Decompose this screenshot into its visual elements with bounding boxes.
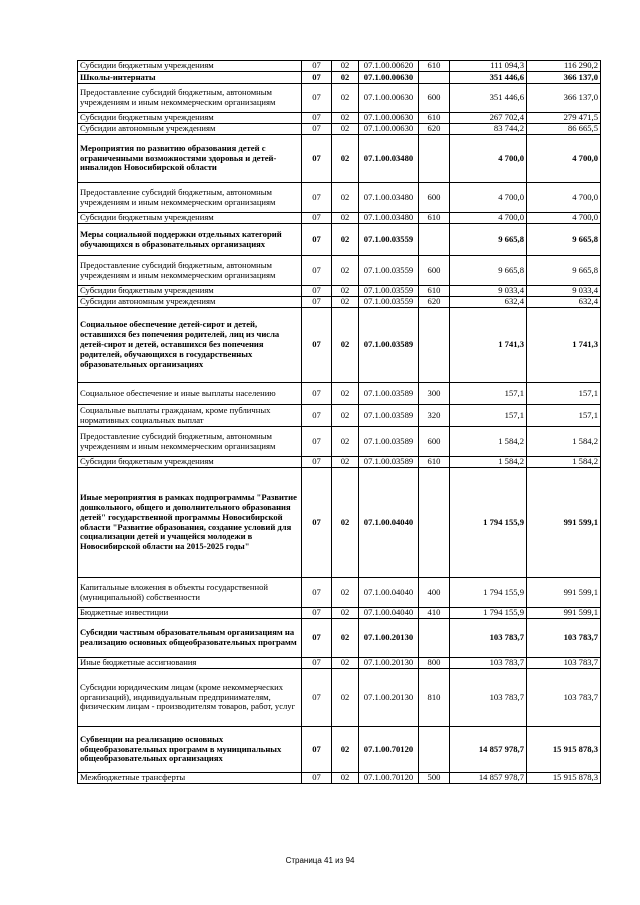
section-code: 07	[302, 619, 332, 658]
section-code: 07	[302, 213, 332, 224]
row-name: Субсидии бюджетным учреждениям	[78, 457, 302, 468]
row-name: Предоставление субсидий бюджетным, автономным учреждениям и иным некоммерческим организациям	[78, 183, 302, 213]
subsection-code: 02	[332, 297, 359, 308]
subsection-code: 02	[332, 61, 359, 72]
expense-type-code: 610	[419, 286, 450, 297]
section-code: 07	[302, 135, 332, 183]
section-code: 07	[302, 308, 332, 383]
expense-type-code: 320	[419, 405, 450, 427]
amount-year1: 9 033,4	[450, 286, 527, 297]
target-article-code: 07.1.00.04040	[359, 608, 419, 619]
section-code: 07	[302, 457, 332, 468]
amount-year1: 351 446,6	[450, 72, 527, 84]
row-name: Иные бюджетные ассигнования	[78, 658, 302, 669]
amount-year2: 991 599,1	[527, 468, 601, 578]
row-name: Субсидии бюджетным учреждениям	[78, 113, 302, 124]
row-name: Предоставление субсидий бюджетным, автономным учреждениям и иным некоммерческим организациям	[78, 427, 302, 457]
amount-year1: 4 700,0	[450, 135, 527, 183]
table-row	[78, 658, 601, 669]
row-name: Предоставление субсидий бюджетным, автономным учреждениям и иным некоммерческим организациям	[78, 256, 302, 286]
target-article-code: 07.1.00.03559	[359, 297, 419, 308]
section-code: 07	[302, 578, 332, 608]
amount-year2: 103 783,7	[527, 669, 601, 727]
target-article-code: 07.1.00.20130	[359, 619, 419, 658]
amount-year2: 9 665,8	[527, 224, 601, 256]
table-row	[78, 84, 601, 113]
table-row	[78, 578, 601, 608]
row-name: Мероприятия по развитию образования детей с ограниченными возможностями здоровья и детей-инвалидов Новосибирской области	[78, 135, 302, 183]
table-row	[78, 457, 601, 468]
section-code: 07	[302, 183, 332, 213]
amount-year1: 83 744,2	[450, 124, 527, 135]
expense-type-code	[419, 72, 450, 84]
amount-year1: 267 702,4	[450, 113, 527, 124]
section-code: 07	[302, 669, 332, 727]
expense-type-code	[419, 135, 450, 183]
expense-type-code: 800	[419, 658, 450, 669]
expense-type-code: 610	[419, 61, 450, 72]
amount-year2: 15 915 878,3	[527, 773, 601, 784]
table-row	[78, 308, 601, 383]
expense-type-code: 410	[419, 608, 450, 619]
row-name: Субсидии автономным учреждениям	[78, 124, 302, 135]
target-article-code: 07.1.00.03589	[359, 308, 419, 383]
row-name: Субсидии бюджетным учреждениям	[78, 213, 302, 224]
page-footer: Страница 41 из 94	[285, 856, 355, 865]
amount-year2: 1 741,3	[527, 308, 601, 383]
target-article-code: 07.1.00.03559	[359, 224, 419, 256]
table-row	[78, 619, 601, 658]
amount-year1: 9 665,8	[450, 256, 527, 286]
expense-type-code	[419, 468, 450, 578]
section-code: 07	[302, 773, 332, 784]
table-row	[78, 405, 601, 427]
amount-year2: 9 033,4	[527, 286, 601, 297]
amount-year2: 632,4	[527, 297, 601, 308]
amount-year2: 103 783,7	[527, 658, 601, 669]
subsection-code: 02	[332, 658, 359, 669]
amount-year1: 9 665,8	[450, 224, 527, 256]
expense-type-code	[419, 308, 450, 383]
expense-type-code: 610	[419, 113, 450, 124]
amount-year2: 991 599,1	[527, 608, 601, 619]
amount-year2: 4 700,0	[527, 183, 601, 213]
target-article-code: 07.1.00.20130	[359, 658, 419, 669]
target-article-code: 07.1.00.04040	[359, 468, 419, 578]
amount-year1: 1 584,2	[450, 457, 527, 468]
amount-year2: 116 290,2	[527, 61, 601, 72]
amount-year2: 157,1	[527, 383, 601, 405]
target-article-code: 07.1.00.70120	[359, 773, 419, 784]
amount-year1: 1 794 155,9	[450, 468, 527, 578]
section-code: 07	[302, 224, 332, 256]
target-article-code: 07.1.00.00630	[359, 113, 419, 124]
subsection-code: 02	[332, 113, 359, 124]
target-article-code: 07.1.00.03480	[359, 135, 419, 183]
amount-year1: 157,1	[450, 383, 527, 405]
table-row	[78, 72, 601, 84]
subsection-code: 02	[332, 727, 359, 773]
target-article-code: 07.1.00.00630	[359, 72, 419, 84]
row-name: Субсидии бюджетным учреждениям	[78, 286, 302, 297]
row-name: Социальное обеспечение детей-сирот и детей, оставшихся без попечения родителей, лиц из числа детей-сирот и детей, оставшихся без попечения родителей, обучающихся в государственных образовательных организациях	[78, 308, 302, 383]
row-name: Капитальные вложения в объекты государственной (муниципальной) собственности	[78, 578, 302, 608]
expense-type-code	[419, 224, 450, 256]
expense-type-code: 300	[419, 383, 450, 405]
table-row	[78, 124, 601, 135]
amount-year1: 632,4	[450, 297, 527, 308]
subsection-code: 02	[332, 457, 359, 468]
target-article-code: 07.1.00.00630	[359, 84, 419, 113]
section-code: 07	[302, 84, 332, 113]
amount-year2: 1 584,2	[527, 427, 601, 457]
amount-year2: 15 915 878,3	[527, 727, 601, 773]
amount-year2: 366 137,0	[527, 84, 601, 113]
expense-type-code: 400	[419, 578, 450, 608]
expense-type-code: 610	[419, 213, 450, 224]
amount-year1: 103 783,7	[450, 658, 527, 669]
amount-year2: 157,1	[527, 405, 601, 427]
amount-year2: 4 700,0	[527, 213, 601, 224]
row-name: Социальные выплаты гражданам, кроме публичных нормативных социальных выплат	[78, 405, 302, 427]
section-code: 07	[302, 124, 332, 135]
subsection-code: 02	[332, 84, 359, 113]
target-article-code: 07.1.00.03559	[359, 286, 419, 297]
subsection-code: 02	[332, 256, 359, 286]
amount-year2: 4 700,0	[527, 135, 601, 183]
section-code: 07	[302, 61, 332, 72]
target-article-code: 07.1.00.03589	[359, 405, 419, 427]
subsection-code: 02	[332, 669, 359, 727]
subsection-code: 02	[332, 383, 359, 405]
table-row	[78, 183, 601, 213]
amount-year1: 14 857 978,7	[450, 727, 527, 773]
subsection-code: 02	[332, 405, 359, 427]
section-code: 07	[302, 658, 332, 669]
section-code: 07	[302, 256, 332, 286]
target-article-code: 07.1.00.70120	[359, 727, 419, 773]
subsection-code: 02	[332, 183, 359, 213]
section-code: 07	[302, 297, 332, 308]
table-row	[78, 727, 601, 773]
row-name: Субвенции на реализацию основных общеобразовательных программ в муниципальных общеобразовательных организациях	[78, 727, 302, 773]
amount-year1: 103 783,7	[450, 669, 527, 727]
subsection-code: 02	[332, 608, 359, 619]
subsection-code: 02	[332, 286, 359, 297]
row-name: Школы-интернаты	[78, 72, 302, 84]
subsection-code: 02	[332, 224, 359, 256]
expense-type-code: 620	[419, 124, 450, 135]
amount-year2: 86 665,5	[527, 124, 601, 135]
row-name: Социальное обеспечение и иные выплаты населению	[78, 383, 302, 405]
row-name: Иные мероприятия в рамках подпрограммы "Развитие дошкольного, общего и дополнительного образования детей" государственной программы Новосибирской области "Развитие образования, создание условий для социализации детей и учащейся молодежи в Новосибирской области на 2015-2025 годы"	[78, 468, 302, 578]
amount-year1: 157,1	[450, 405, 527, 427]
expense-type-code: 600	[419, 84, 450, 113]
amount-year2: 366 137,0	[527, 72, 601, 84]
expense-type-code: 810	[419, 669, 450, 727]
amount-year1: 351 446,6	[450, 84, 527, 113]
subsection-code: 02	[332, 578, 359, 608]
table-row	[78, 224, 601, 256]
amount-year1: 1 794 155,9	[450, 578, 527, 608]
amount-year1: 1 741,3	[450, 308, 527, 383]
table-row	[78, 608, 601, 619]
expense-type-code: 500	[419, 773, 450, 784]
table-row	[78, 383, 601, 405]
section-code: 07	[302, 468, 332, 578]
subsection-code: 02	[332, 72, 359, 84]
target-article-code: 07.1.00.03480	[359, 183, 419, 213]
expense-type-code: 600	[419, 427, 450, 457]
subsection-code: 02	[332, 135, 359, 183]
subsection-code: 02	[332, 124, 359, 135]
table-row	[78, 773, 601, 784]
target-article-code: 07.1.00.20130	[359, 669, 419, 727]
expense-type-code: 600	[419, 183, 450, 213]
target-article-code: 07.1.00.00620	[359, 61, 419, 72]
expense-type-code	[419, 619, 450, 658]
subsection-code: 02	[332, 773, 359, 784]
amount-year1: 14 857 978,7	[450, 773, 527, 784]
section-code: 07	[302, 608, 332, 619]
amount-year2: 279 471,5	[527, 113, 601, 124]
amount-year2: 1 584,2	[527, 457, 601, 468]
subsection-code: 02	[332, 619, 359, 658]
table-row	[78, 135, 601, 183]
row-name: Предоставление субсидий бюджетным, автономным учреждениям и иным некоммерческим организациям	[78, 84, 302, 113]
target-article-code: 07.1.00.03589	[359, 427, 419, 457]
section-code: 07	[302, 113, 332, 124]
table-row	[78, 256, 601, 286]
target-article-code: 07.1.00.03589	[359, 383, 419, 405]
row-name: Субсидии бюджетным учреждениям	[78, 61, 302, 72]
budget-table	[77, 60, 601, 784]
row-name: Субсидии частным образовательным организациям на реализацию основных общеобразовательных программ	[78, 619, 302, 658]
target-article-code: 07.1.00.03559	[359, 256, 419, 286]
section-code: 07	[302, 427, 332, 457]
amount-year1: 111 094,3	[450, 61, 527, 72]
table-row	[78, 427, 601, 457]
table-row	[78, 61, 601, 72]
amount-year2: 9 665,8	[527, 256, 601, 286]
subsection-code: 02	[332, 308, 359, 383]
section-code: 07	[302, 727, 332, 773]
table-row	[78, 468, 601, 578]
table-row	[78, 213, 601, 224]
row-name: Субсидии автономным учреждениям	[78, 297, 302, 308]
section-code: 07	[302, 72, 332, 84]
row-name: Межбюджетные трансферты	[78, 773, 302, 784]
amount-year1: 103 783,7	[450, 619, 527, 658]
subsection-code: 02	[332, 427, 359, 457]
amount-year1: 1 584,2	[450, 427, 527, 457]
amount-year1: 1 794 155,9	[450, 608, 527, 619]
row-name: Бюджетные инвестиции	[78, 608, 302, 619]
target-article-code: 07.1.00.03589	[359, 457, 419, 468]
target-article-code: 07.1.00.04040	[359, 578, 419, 608]
amount-year2: 103 783,7	[527, 619, 601, 658]
section-code: 07	[302, 405, 332, 427]
subsection-code: 02	[332, 213, 359, 224]
row-name: Меры социальной поддержки отдельных категорий обучающихся в образовательных организациях	[78, 224, 302, 256]
table-row	[78, 286, 601, 297]
expense-type-code: 600	[419, 256, 450, 286]
section-code: 07	[302, 383, 332, 405]
table-row	[78, 113, 601, 124]
amount-year1: 4 700,0	[450, 213, 527, 224]
amount-year2: 991 599,1	[527, 578, 601, 608]
table-row	[78, 297, 601, 308]
subsection-code: 02	[332, 468, 359, 578]
expense-type-code	[419, 727, 450, 773]
target-article-code: 07.1.00.03480	[359, 213, 419, 224]
expense-type-code: 620	[419, 297, 450, 308]
row-name: Субсидии юридическим лицам (кроме некоммерческих организаций), индивидуальным предпринимателям, физическим лицам - производителям товаров, работ, услуг	[78, 669, 302, 727]
table-row	[78, 669, 601, 727]
expense-type-code: 610	[419, 457, 450, 468]
target-article-code: 07.1.00.00630	[359, 124, 419, 135]
amount-year1: 4 700,0	[450, 183, 527, 213]
section-code: 07	[302, 286, 332, 297]
